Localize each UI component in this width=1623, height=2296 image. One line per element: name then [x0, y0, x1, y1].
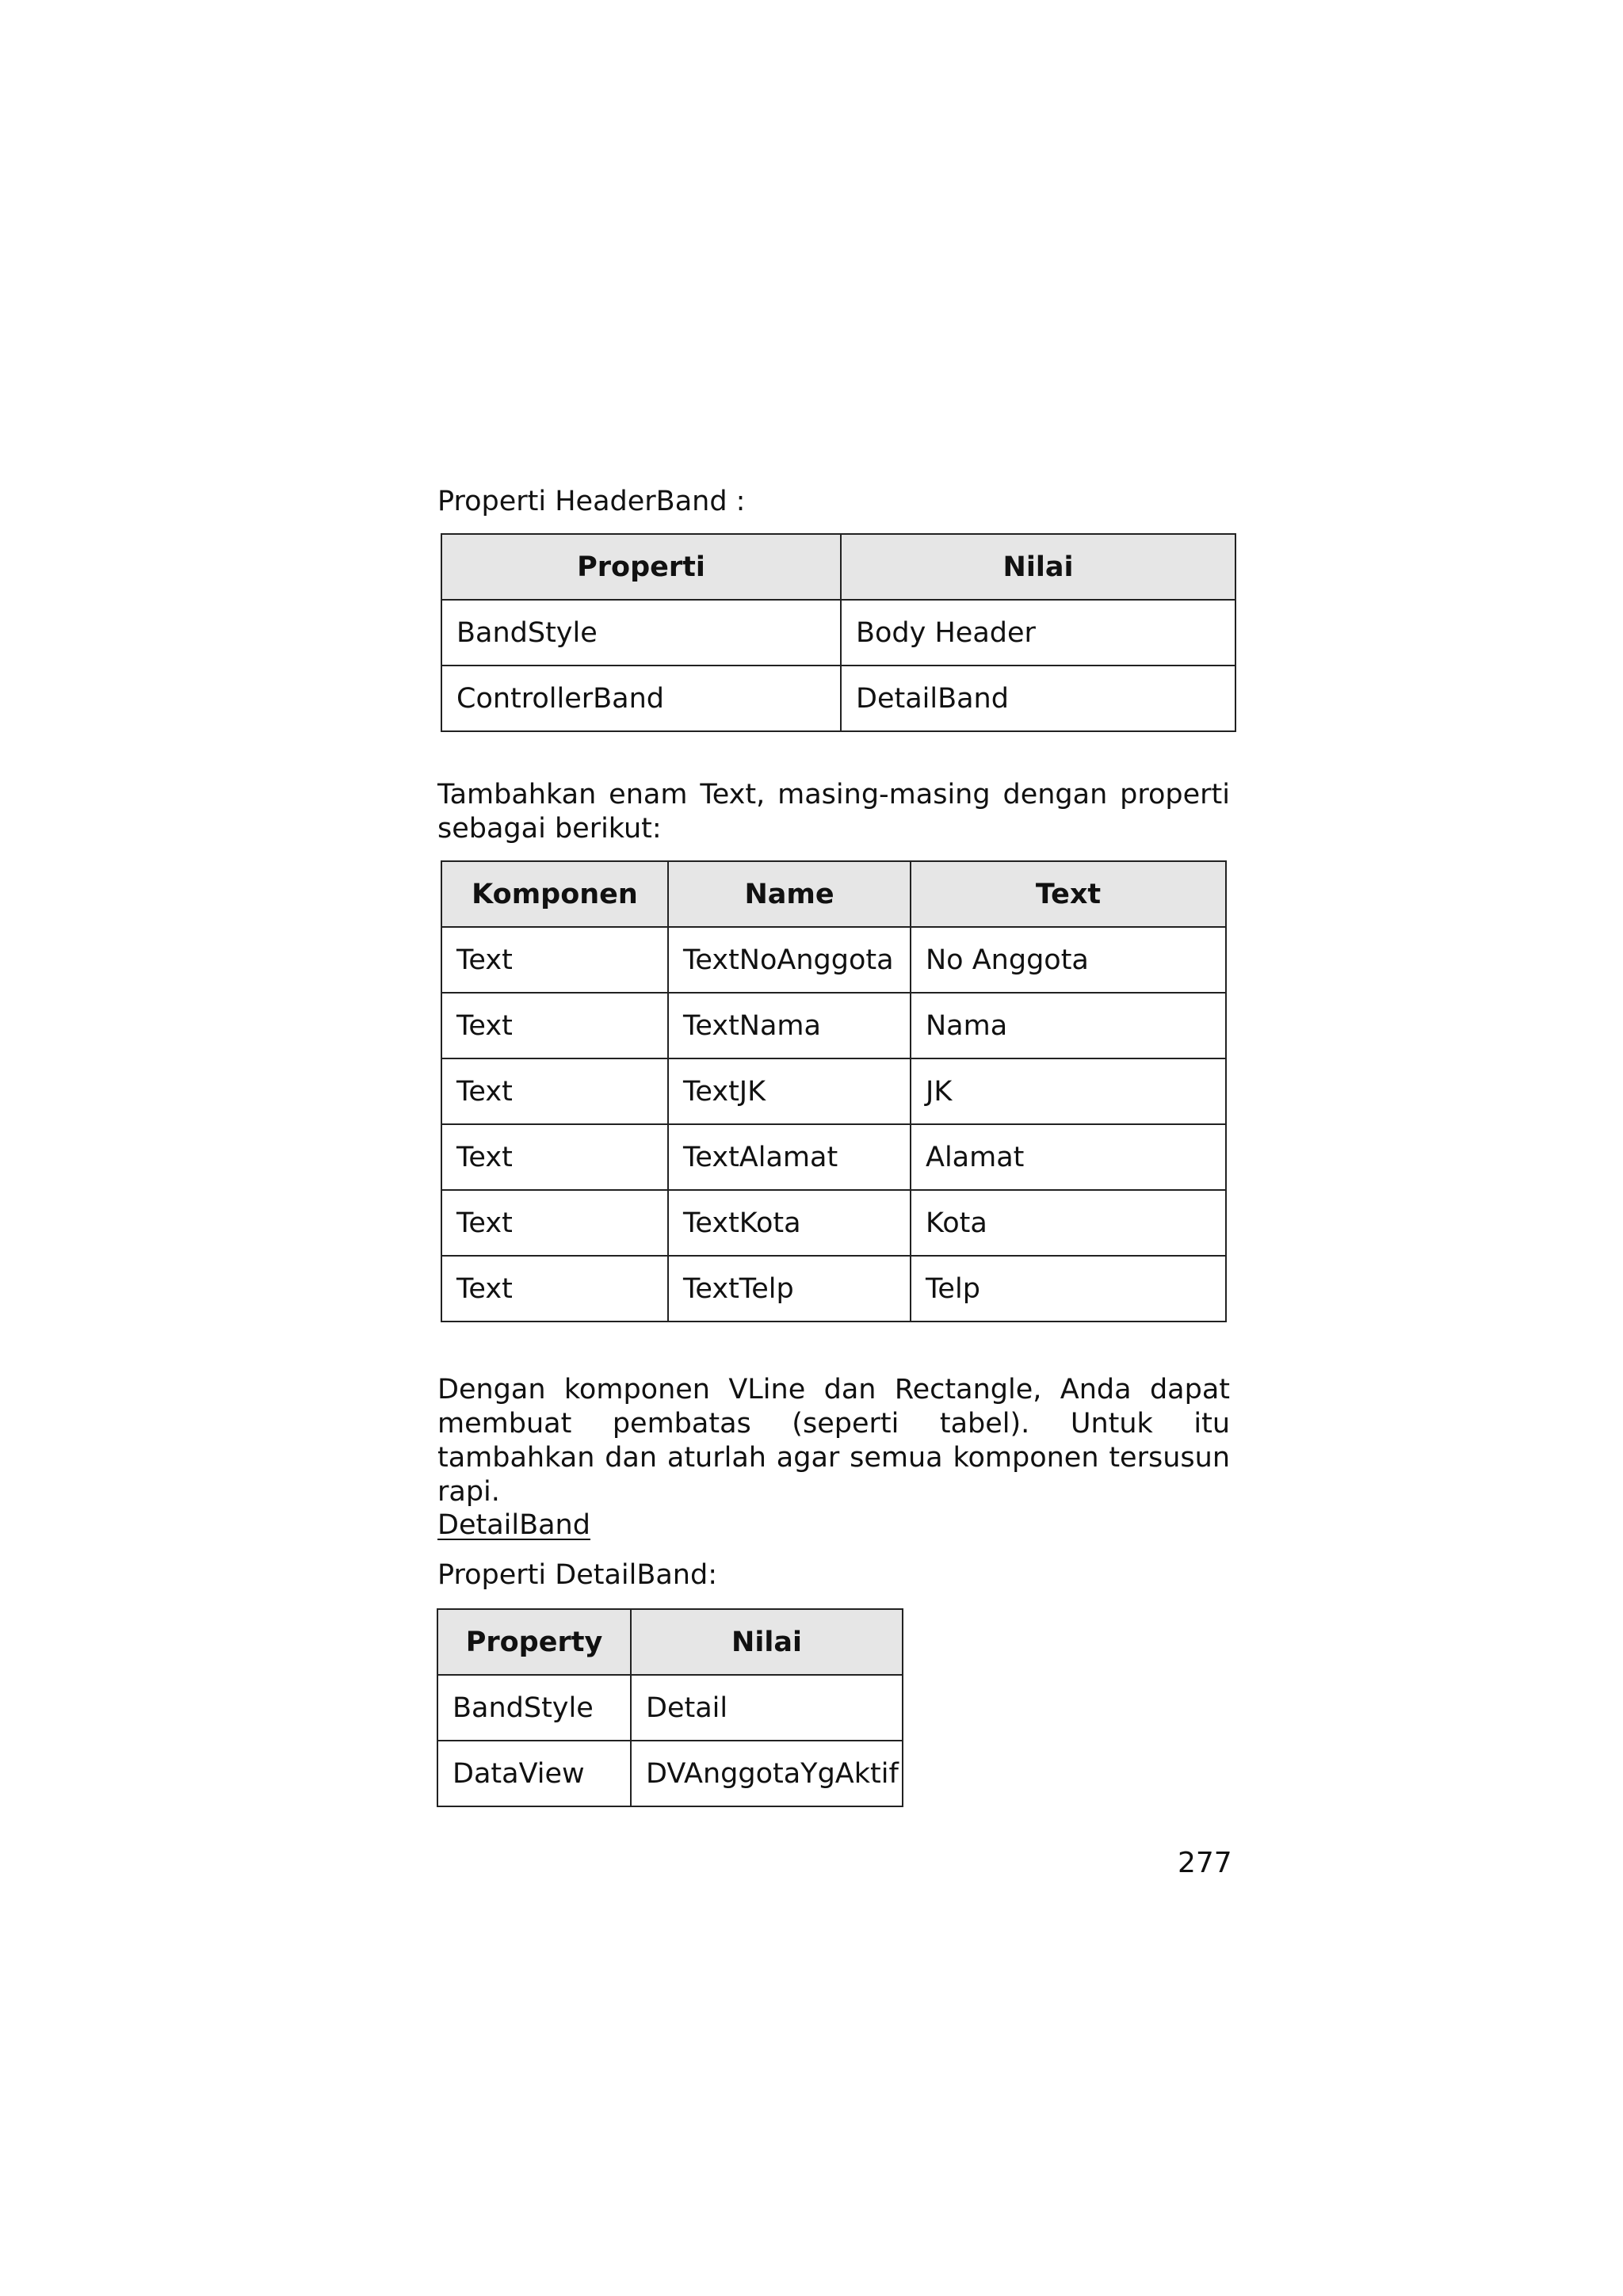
table-cell: DVAnggotaYgAktif — [631, 1741, 903, 1806]
table-cell: TextNoAnggota — [668, 927, 911, 993]
table-cell: Detail — [631, 1675, 903, 1741]
table-header-row — [441, 534, 1235, 600]
table-cell: TextJK — [668, 1058, 911, 1124]
table-row — [441, 666, 1235, 731]
table-row — [441, 1190, 1226, 1256]
table-cell: Kota — [911, 1190, 1226, 1256]
table-cell: DetailBand — [841, 666, 1235, 731]
table-cell: Text — [441, 1124, 668, 1190]
column-header: Text — [911, 861, 1226, 927]
table-cell: Telp — [911, 1256, 1226, 1322]
header-band-caption: Properti HeaderBand : — [437, 486, 746, 517]
table-row — [441, 600, 1235, 666]
column-header: Nilai — [631, 1609, 903, 1675]
column-header: Nilai — [841, 534, 1235, 600]
table-cell: TextTelp — [668, 1256, 911, 1322]
table-cell: JK — [911, 1058, 1226, 1124]
column-header: Property — [437, 1609, 631, 1675]
table-cell: BandStyle — [441, 600, 841, 666]
table-header-row — [441, 861, 1226, 927]
table-cell: Alamat — [911, 1124, 1226, 1190]
table-cell: Text — [441, 1190, 668, 1256]
vline-rectangle-paragraph: Dengan komponen VLine dan Rectangle, Anda dapat membuat pembatas (seperti tabel). Untuk itu tambahkan dan aturlah agar semua komponen tersusun rapi. — [437, 1374, 1230, 1508]
page-number: 277 — [1178, 1847, 1232, 1879]
table-row — [441, 927, 1226, 993]
header-band-table — [441, 533, 1236, 732]
text-components-paragraph: Tambahkan enam Text, masing-masing dengan properti sebagai berikut: — [437, 779, 1230, 845]
column-header: Properti — [441, 534, 841, 600]
table-cell: Nama — [911, 993, 1226, 1058]
table-row — [441, 1058, 1226, 1124]
table-row — [441, 993, 1226, 1058]
table-cell: No Anggota — [911, 927, 1226, 993]
column-header: Komponen — [441, 861, 668, 927]
table-cell: Text — [441, 927, 668, 993]
column-header: Name — [668, 861, 911, 927]
table-cell: Text — [441, 1256, 668, 1322]
detail-band-table — [437, 1608, 903, 1807]
detail-band-heading: DetailBand — [437, 1509, 590, 1541]
table-row — [437, 1675, 903, 1741]
table-header-row — [437, 1609, 903, 1675]
table-cell: Body Header — [841, 600, 1235, 666]
table-cell: Text — [441, 993, 668, 1058]
table-cell: TextKota — [668, 1190, 911, 1256]
table-row — [441, 1124, 1226, 1190]
table-cell: ControllerBand — [441, 666, 841, 731]
text-components-table — [441, 860, 1227, 1322]
table-cell: BandStyle — [437, 1675, 631, 1741]
table-cell: Text — [441, 1058, 668, 1124]
table-cell: DataView — [437, 1741, 631, 1806]
detail-band-caption: Properti DetailBand: — [437, 1559, 717, 1591]
table-cell: TextAlamat — [668, 1124, 911, 1190]
table-row — [441, 1256, 1226, 1322]
table-cell: TextNama — [668, 993, 911, 1058]
table-row — [437, 1741, 903, 1806]
